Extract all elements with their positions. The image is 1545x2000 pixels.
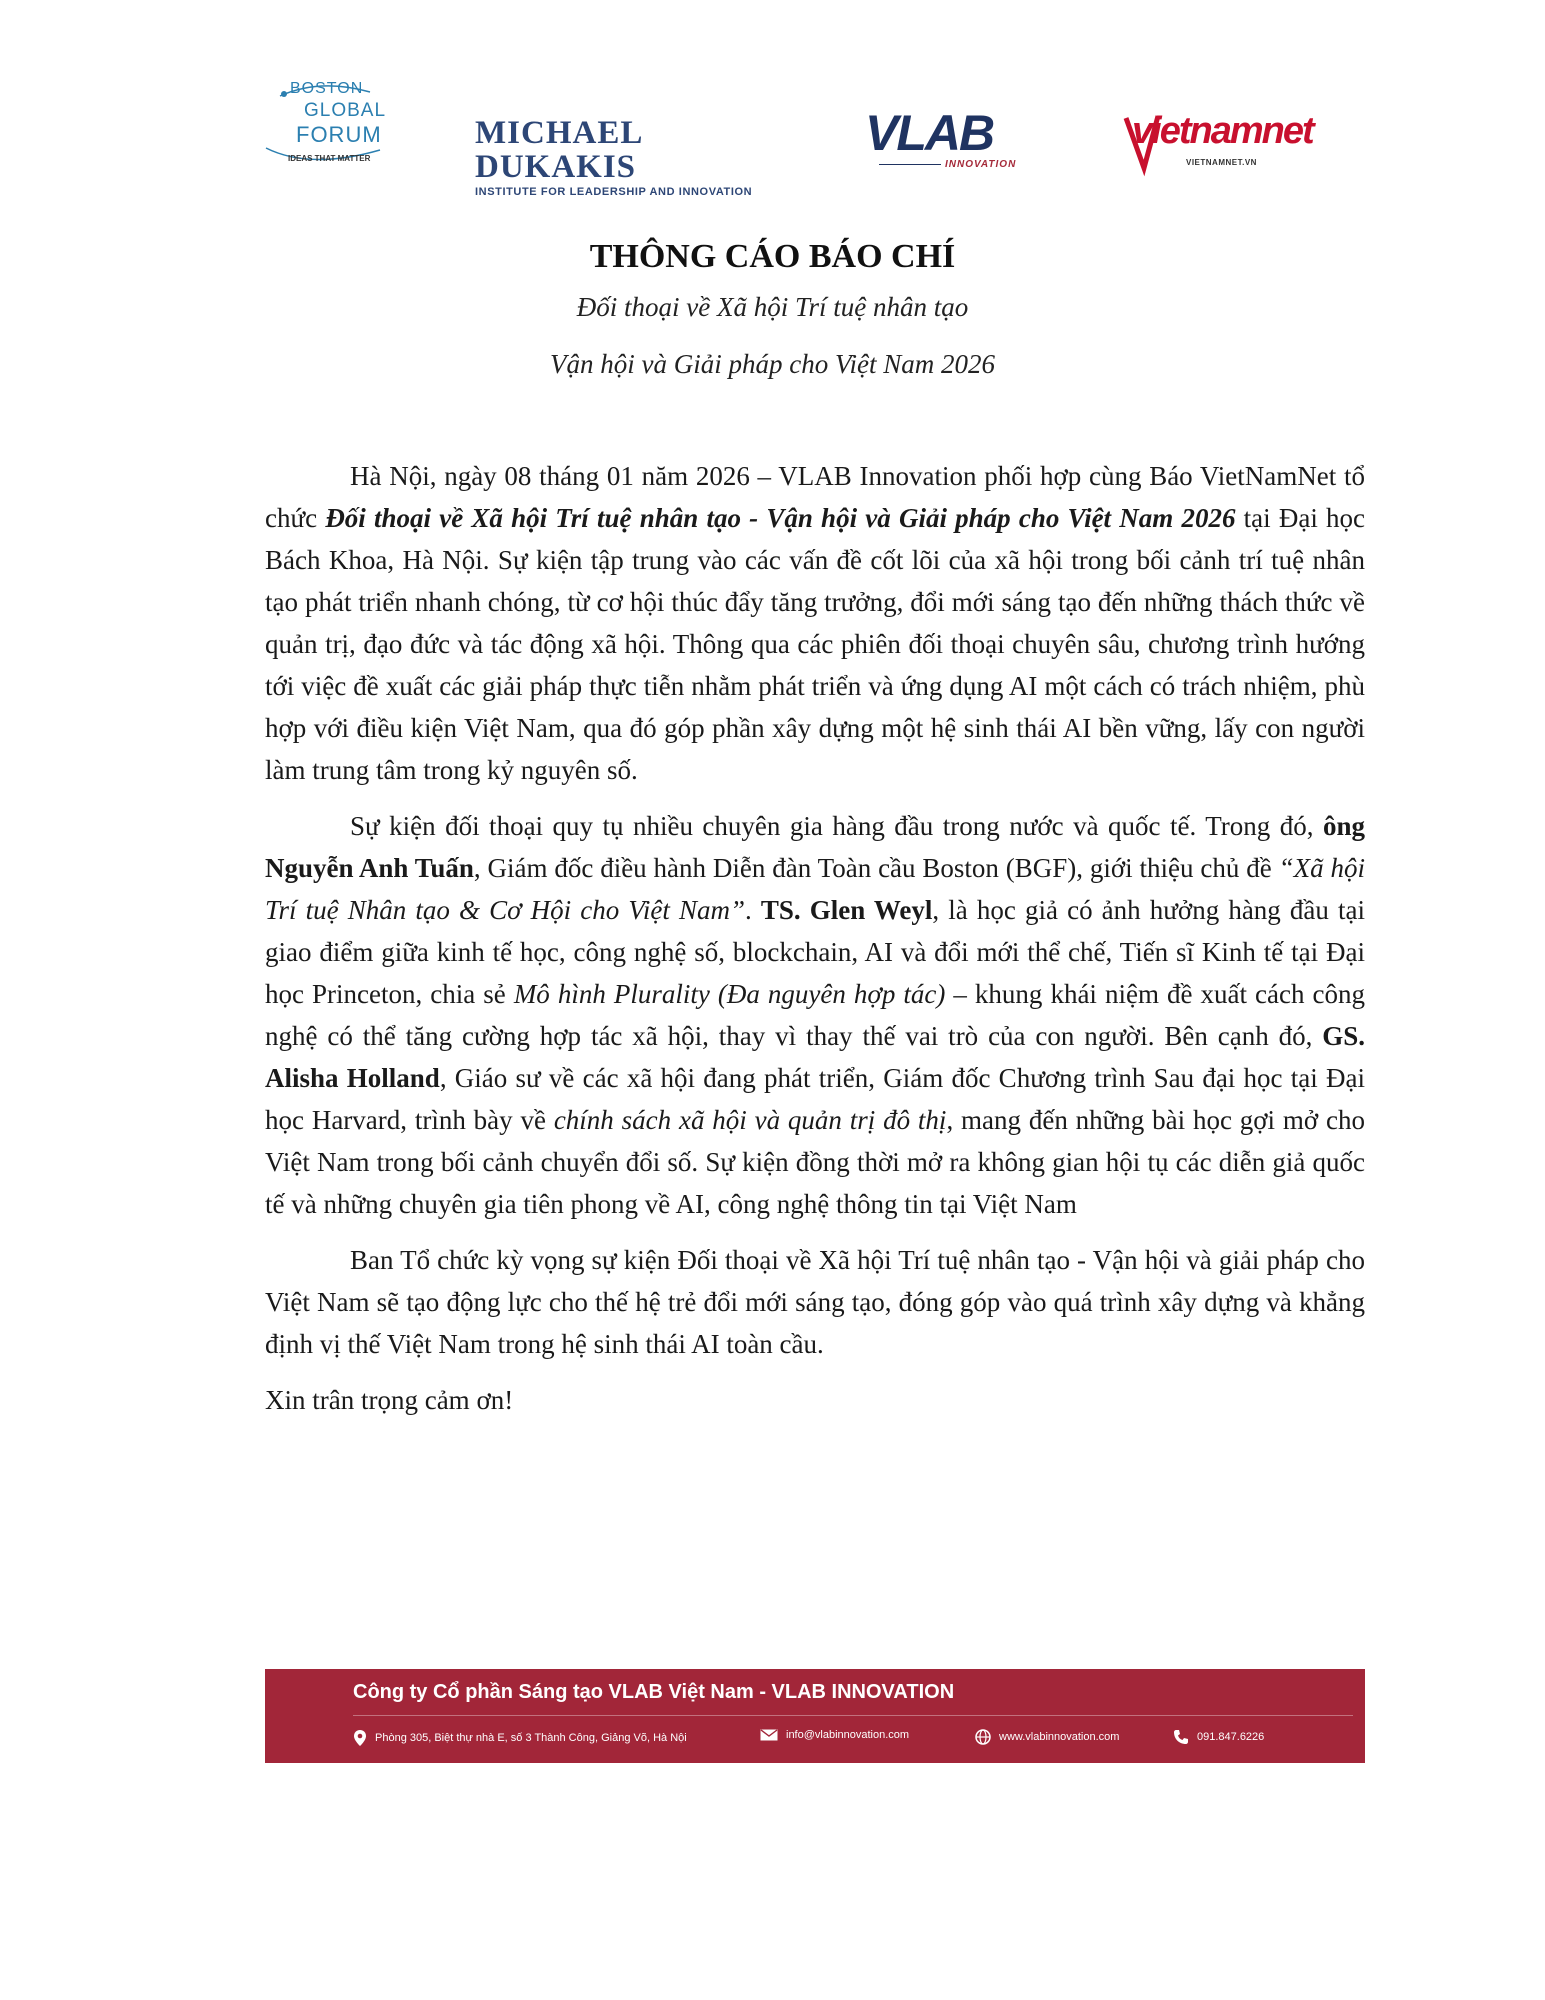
- text-run: Hà Nội, ngày 08 tháng 01 năm 2026 – VLAB Innovation phối hợp cùng Báo VietNamNet tổ chức: [265, 461, 1365, 533]
- envelope-icon: [760, 1729, 778, 1741]
- footer-website[interactable]: [975, 1729, 1119, 1745]
- paragraph-expectation: Ban Tổ chức kỳ vọng sự kiện Đối thoại về Xã hội Trí tuệ nhân tạo - Vận hội và giải pháp cho Việt Nam sẽ tạo động lực cho thế hệ trẻ đổi mới sáng tạo, đóng góp vào quá trình xây dựng và khẳng định vị thế Việt Nam trong hệ sinh thái AI toàn cầu.: [265, 1245, 1365, 1359]
- vietnamnet-url: VIETNAMNET.VN: [1186, 158, 1257, 167]
- text-run: , Giáo sư về các xã hội đang phát triển, Giám đốc Chương trình Sau đại học tại Đại học Harvard, trình bày về: [265, 1063, 1365, 1135]
- topic-title: chính sách xã hội và quản trị đô thị: [553, 1105, 947, 1135]
- text-run: – khung khái niệm đề xuất cách công nghệ có thể tăng cường hợp tác xã hội, thay vì thay thế vai trò của con người. Bên cạnh đó,: [265, 979, 1365, 1051]
- paragraph-speakers: [265, 805, 1365, 1225]
- bgf-tagline: IDEAS THAT MATTER: [288, 154, 371, 163]
- footer-email[interactable]: [760, 1729, 909, 1741]
- footer-address-text: Phòng 305, Biệt thự nhà E, số 3 Thành Công, Giảng Võ, Hà Nội: [375, 1732, 687, 1744]
- vlab-rule: [879, 164, 941, 165]
- footer-divider: [353, 1715, 1353, 1716]
- bgf-line2: GLOBAL: [304, 100, 387, 121]
- michael-dukakis-logo: [475, 115, 785, 198]
- text-run: Sự kiện đối thoại quy tụ nhiều chuyên gia hàng đầu trong nước và quốc tế. Trong đó,: [350, 811, 1323, 841]
- footer-email-text[interactable]: info@vlabinnovation.com: [786, 1729, 910, 1741]
- footer-website-text[interactable]: www.vlabinnovation.com: [999, 1731, 1120, 1743]
- vietnamnet-mark: vietnamnet: [1132, 110, 1313, 152]
- page-title: THÔNG CÁO BÁO CHÍ: [589, 238, 956, 275]
- footer-address: [353, 1729, 687, 1747]
- vietnamnet-logo: [1122, 104, 1322, 184]
- subtitle-line2: Vận hội và Giải pháp cho Việt Nam 2026: [550, 349, 995, 379]
- dukakis-subtitle: INSTITUTE FOR LEADERSHIP AND INNOVATION: [475, 186, 753, 198]
- logo-bar: [260, 78, 1320, 198]
- vlab-subtitle: INNOVATION: [945, 159, 1017, 170]
- text-run: , mang đến những bài học gợi mở cho Việt Nam trong bối cảnh chuyển đổi số. Sự kiện đồng thời mở ra không gian hội tụ các diễn giả quốc tế và những chuyên gia tiên phong về AI, công nghệ thông tin tại Việt Nam: [265, 1105, 1365, 1219]
- event-name-emphasis: Đối thoại về Xã hội Trí tuệ nhân tạo - Vận hội và Giải pháp cho Việt Nam 2026: [325, 503, 1236, 533]
- dukakis-name: MICHAEL DUKAKIS: [475, 115, 642, 185]
- paragraph-intro: [265, 455, 1365, 791]
- vlab-mark: VLAB: [865, 105, 994, 161]
- press-release-body: [265, 455, 1365, 1435]
- subtitle-line1: Đối thoại về Xã hội Trí tuệ nhân tạo: [576, 292, 969, 322]
- footer-company: Công ty Cổ phần Sáng tạo VLAB Việt Nam - VLAB INNOVATION: [353, 1681, 955, 1703]
- footer-phone-text[interactable]: 091.847.6226: [1197, 1731, 1265, 1743]
- text-run: , Giám đốc điều hành Diễn đàn Toàn cầu Boston (BGF), giới thiệu chủ đề: [473, 853, 1279, 883]
- topic-title: “Xã hội Trí tuệ Nhân tạo & Cơ Hội cho Việt Nam”: [265, 853, 1365, 925]
- speaker-name: TS. Glen Weyl: [760, 895, 933, 925]
- topic-title: Mô hình Plurality (Đa nguyên hợp tác): [513, 979, 946, 1009]
- phone-icon: [1173, 1729, 1189, 1745]
- bgf-line1: BOSTON: [290, 80, 364, 97]
- text-run: tại Đại học Bách Khoa, Hà Nội. Sự kiện tập trung vào các vấn đề cốt lõi của xã hội trong bối cảnh trí tuệ nhân tạo phát triển nhanh chóng, từ cơ hội thúc đẩy tăng trưởng, đổi mới sáng tạo đến những thách thức về quản trị, đạo đức và tác động xã hội. Thông qua các phiên đối thoại chuyên sâu, chương trình hướng tới việc đề xuất các giải pháp thực tiễn nhằm phát triển và ứng dụng AI một cách có trách nhiệm, phù hợp với điều kiện Việt Nam, qua đó góp phần xây dựng một hệ sinh thái AI bền vững, lấy con người làm trung tâm trong kỷ nguyên số.: [265, 503, 1365, 785]
- globe-icon: [975, 1729, 991, 1745]
- speaker-name: GS. Alisha Holland: [265, 1021, 1365, 1093]
- text-run: , là học giả có ảnh hưởng hàng đầu tại giao điểm giữa kinh tế học, công nghệ số, blockchain, AI và đổi mới thể chế, Tiến sĩ Kinh tế tại Đại học Princeton, chia sẻ: [265, 895, 1366, 1009]
- boston-global-forum-logo: [260, 78, 400, 178]
- vlab-logo: [865, 105, 1035, 178]
- footer-banner: [265, 1669, 1365, 1763]
- paragraph-thanks: Xin trân trọng cảm ơn!: [265, 1385, 514, 1415]
- footer-phone[interactable]: [1173, 1729, 1264, 1745]
- speaker-name: ông Nguyễn Anh Tuấn: [265, 811, 1365, 883]
- text-run: .: [745, 895, 761, 925]
- bgf-line3: FORUM: [296, 122, 382, 147]
- location-pin-icon: [353, 1729, 367, 1747]
